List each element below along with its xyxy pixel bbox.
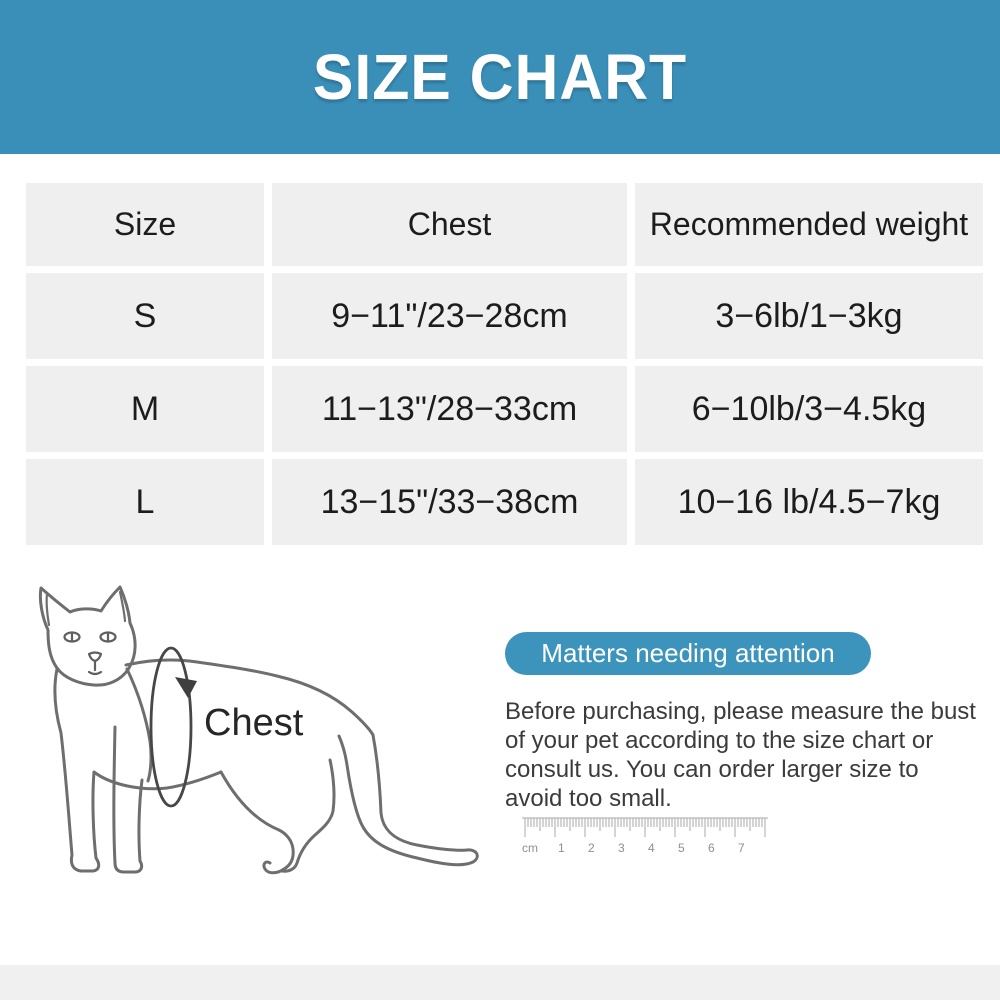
header-banner: [0, 0, 1000, 154]
ruler-mark: 7: [738, 841, 745, 855]
chest-measure-arrowhead: [175, 677, 197, 698]
attention-text: [505, 697, 985, 813]
cell-chest-l: 13−15"/33−38cm: [272, 459, 627, 545]
cat-rear-leg-back: [282, 760, 334, 871]
chest-measure-ellipse: [151, 648, 191, 806]
cat-shoulder-line: [127, 669, 151, 781]
attention-badge: Matters needing attention: [505, 632, 871, 675]
cat-rear-leg-front: [221, 772, 293, 873]
cell-weight-m: 6−10lb/3−4.5kg: [635, 366, 983, 452]
cat-mouth: [89, 661, 101, 674]
ruler-mark: 1: [558, 841, 565, 855]
ruler-ticks: [518, 812, 774, 860]
cell-weight-s: 3−6lb/1−3kg: [635, 273, 983, 359]
cat-head: [40, 587, 135, 685]
cell-chest-s: 9−11"/23−28cm: [272, 273, 627, 359]
column-header-weight: Recommended weight: [635, 183, 983, 266]
cat-front-leg-far: [114, 727, 142, 872]
cell-size-s: S: [26, 273, 264, 359]
size-chart-table: [26, 183, 983, 545]
ruler-mark: 5: [678, 841, 685, 855]
column-header-size: Size: [26, 183, 264, 266]
cat-nose: [89, 653, 101, 662]
ruler-mark: 4: [648, 841, 655, 855]
page-title: SIZE CHART: [312, 41, 688, 113]
cat-sketch: [25, 575, 485, 975]
cat-face: [65, 633, 116, 675]
ruler-unit-label: cm: [522, 841, 538, 855]
ruler-mark: 6: [708, 841, 715, 855]
column-header-chest: Chest: [272, 183, 627, 266]
cell-size-m: M: [26, 366, 264, 452]
chest-label: Chest: [204, 702, 304, 744]
cell-size-l: L: [26, 459, 264, 545]
ruler: [518, 812, 774, 860]
cat-tail: [339, 735, 477, 865]
ruler-mark: 3: [618, 841, 625, 855]
attention-line: Before purchasing, please measure the bust: [505, 698, 976, 725]
bottom-band: [0, 965, 1000, 1000]
cell-chest-m: 11−13"/28−33cm: [272, 366, 627, 452]
attention-line: of your pet according to the size chart or: [505, 727, 934, 754]
attention-line: consult us. You can order larger size to: [505, 756, 919, 783]
ruler-mark: 2: [588, 841, 595, 855]
cell-weight-l: 10−16 lb/4.5−7kg: [635, 459, 983, 545]
attention-line: avoid too small.: [505, 785, 672, 812]
